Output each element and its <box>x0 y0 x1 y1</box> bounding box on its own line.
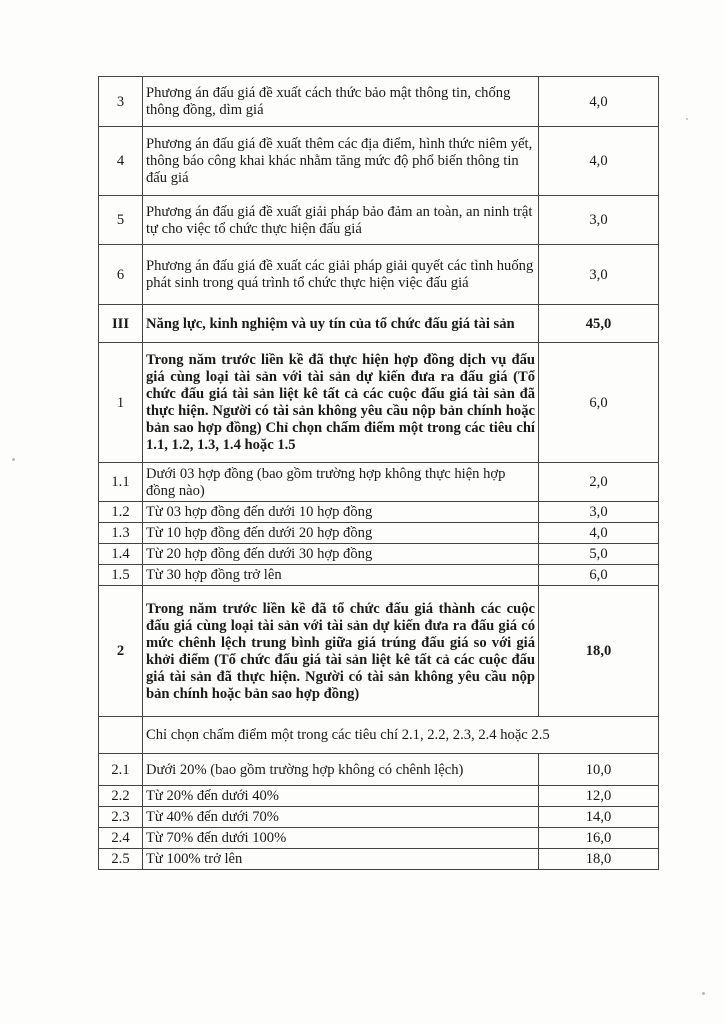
row-description: Năng lực, kinh nghiệm và uy tín của tổ chức đấu giá tài sản <box>143 305 539 343</box>
table-row <box>99 245 659 305</box>
row-number: III <box>99 305 143 343</box>
row-description: Trong năm trước liền kề đã thực hiện hợp đồng dịch vụ đấu giá cùng loại tài sản với tài sản dự kiến đưa ra đấu giá (Tổ chức đấu giá tài sản liệt kê tất cả các cuộc đấu giá tài sản đã thực hiện. Người có tài sản không yêu cầu nộp bản chính hoặc bản sao hợp đồng) Chỉ chọn chấm điểm một trong các tiêu chí 1.1, 1.2, 1.3, 1.4 hoặc 1.5 <box>143 343 539 463</box>
row-number: 1.2 <box>99 502 143 523</box>
row-description: Từ 40% đến dưới 70% <box>143 807 539 828</box>
row-description: Từ 20% đến dưới 40% <box>143 786 539 807</box>
table-row <box>99 77 659 127</box>
row-score: 18,0 <box>539 849 659 870</box>
row-score: 14,0 <box>539 807 659 828</box>
row-number: 6 <box>99 245 143 305</box>
row-description: Phương án đấu giá đề xuất thêm các địa điểm, hình thức niêm yết, thông báo công khai khác nhằm tăng mức độ phổ biến thông tin đấu giá <box>143 127 539 196</box>
row-description: Từ 30 hợp đồng trở lên <box>143 565 539 586</box>
row-score: 12,0 <box>539 786 659 807</box>
row-number: 5 <box>99 196 143 245</box>
row-score: 4,0 <box>539 127 659 196</box>
row-number: 2.1 <box>99 754 143 786</box>
row-number: 1.1 <box>99 463 143 502</box>
row-score: 45,0 <box>539 305 659 343</box>
table-row <box>99 544 659 565</box>
scan-speck <box>686 118 688 120</box>
selection-note: Chỉ chọn chấm điểm một trong các tiêu chí 2.1, 2.2, 2.3, 2.4 hoặc 2.5 <box>143 717 659 754</box>
table-row <box>99 754 659 786</box>
row-number: 2 <box>99 586 143 717</box>
row-number: 2.4 <box>99 828 143 849</box>
row-score: 3,0 <box>539 245 659 305</box>
row-description: Phương án đấu giá đề xuất cách thức bảo mật thông tin, chống thông đồng, dìm giá <box>143 77 539 127</box>
row-number: 2.2 <box>99 786 143 807</box>
table-row <box>99 849 659 870</box>
row-number: 2.3 <box>99 807 143 828</box>
row-description: Phương án đấu giá đề xuất giải pháp bảo đảm an toàn, an ninh trật tự cho việc tổ chức thực hiện đấu giá <box>143 196 539 245</box>
row-number: 1 <box>99 343 143 463</box>
row-number: 1.3 <box>99 523 143 544</box>
row-score: 3,0 <box>539 196 659 245</box>
table-row <box>99 786 659 807</box>
row-number-empty <box>99 717 143 754</box>
row-score: 4,0 <box>539 523 659 544</box>
row-score: 5,0 <box>539 544 659 565</box>
row-number: 2.5 <box>99 849 143 870</box>
table-row <box>99 196 659 245</box>
table-note-row <box>99 717 659 754</box>
table-row <box>99 305 659 343</box>
row-description: Từ 100% trở lên <box>143 849 539 870</box>
row-score: 16,0 <box>539 828 659 849</box>
table-row <box>99 828 659 849</box>
table-row <box>99 586 659 717</box>
row-score: 18,0 <box>539 586 659 717</box>
row-number: 4 <box>99 127 143 196</box>
row-description: Từ 70% đến dưới 100% <box>143 828 539 849</box>
table-row <box>99 343 659 463</box>
row-description: Trong năm trước liền kề đã tổ chức đấu giá thành các cuộc đấu giá cùng loại tài sản với tài sản dự kiến đưa ra đấu giá có mức chênh lệch trung bình giữa giá trúng đấu giá so với giá khởi điểm (Tổ chức đấu giá tài sản liệt kê tất cả các cuộc đấu giá tài sản đã thực hiện. Người có tài sản không yêu cầu nộp bản chính hoặc bản sao hợp đồng) <box>143 586 539 717</box>
row-description: Phương án đấu giá đề xuất các giải pháp giải quyết các tình huống phát sinh trong quá trình tổ chức thực hiện việc đấu giá <box>143 245 539 305</box>
scan-speck <box>12 458 15 461</box>
row-description: Từ 10 hợp đồng đến dưới 20 hợp đồng <box>143 523 539 544</box>
table-row <box>99 463 659 502</box>
table-row <box>99 523 659 544</box>
row-score: 10,0 <box>539 754 659 786</box>
row-description: Từ 03 hợp đồng đến dưới 10 hợp đồng <box>143 502 539 523</box>
scan-speck <box>702 992 705 995</box>
row-description: Dưới 20% (bao gồm trường hợp không có chênh lệch) <box>143 754 539 786</box>
row-number: 1.5 <box>99 565 143 586</box>
table-row <box>99 807 659 828</box>
row-score: 6,0 <box>539 343 659 463</box>
row-description: Dưới 03 hợp đồng (bao gồm trường hợp không thực hiện hợp đồng nào) <box>143 463 539 502</box>
row-score: 6,0 <box>539 565 659 586</box>
row-number: 3 <box>99 77 143 127</box>
row-score: 4,0 <box>539 77 659 127</box>
criteria-table <box>98 76 659 870</box>
table-row <box>99 565 659 586</box>
row-number: 1.4 <box>99 544 143 565</box>
row-description: Từ 20 hợp đồng đến dưới 30 hợp đồng <box>143 544 539 565</box>
row-score: 2,0 <box>539 463 659 502</box>
table-row <box>99 127 659 196</box>
table-row <box>99 502 659 523</box>
row-score: 3,0 <box>539 502 659 523</box>
